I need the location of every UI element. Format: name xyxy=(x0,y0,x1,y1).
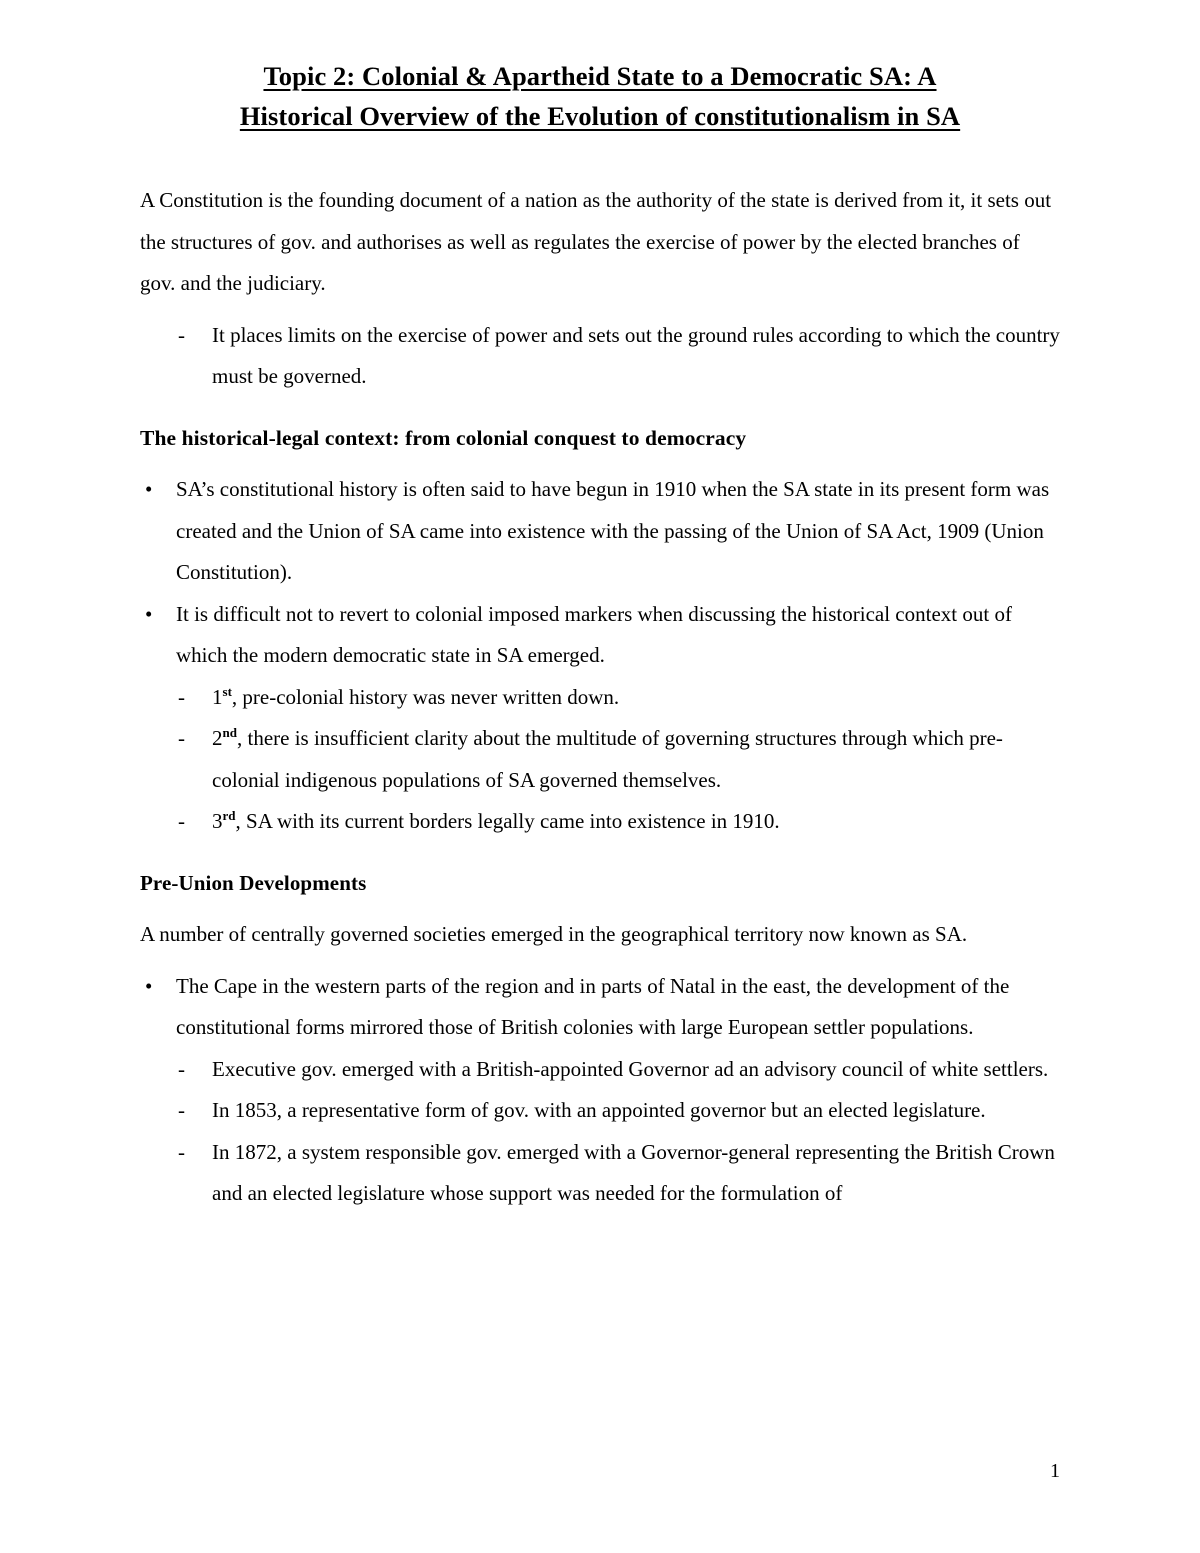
historical-ordinal-list xyxy=(140,677,1060,843)
ordinal-number: 1 xyxy=(212,684,223,709)
section-heading-pre-union: Pre-Union Developments xyxy=(140,870,367,895)
ordinal-suffix: st xyxy=(222,683,232,699)
list-item-text: , there is insufficient clarity about the multitude of governing structures through which pre-colonial indigenous populations of SA governed themselves. xyxy=(212,726,1003,792)
pre-union-bullet-list xyxy=(140,966,1060,1049)
list-item xyxy=(140,801,1060,843)
page-number: 1 xyxy=(1050,1460,1060,1482)
list-item-text: Executive gov. emerged with a British-appointed Governor ad an advisory council of white settlers. xyxy=(212,1056,1049,1081)
page-title-line-2: Historical Overview of the Evolution of constitutionalism in SA xyxy=(239,101,961,131)
spacer-after-historical-heading xyxy=(140,459,1060,469)
dash-marker-icon: - xyxy=(178,809,185,833)
spacer-after-pre-union-paragraph xyxy=(140,956,1060,966)
bullet-marker-icon: • xyxy=(145,973,153,998)
bullet-marker-icon: • xyxy=(145,601,153,626)
dash-marker-icon: - xyxy=(178,726,185,750)
list-item xyxy=(140,469,1060,594)
list-item xyxy=(140,594,1060,677)
list-item xyxy=(140,718,1060,801)
ordinal-suffix: nd xyxy=(222,725,237,740)
list-item xyxy=(140,1090,1060,1132)
dash-marker-icon: - xyxy=(178,684,185,709)
list-item-text: , pre-colonial history was never written down. xyxy=(231,684,620,709)
page-title-line-1: Topic 2: Colonial & Apartheid State to a Democratic SA: A xyxy=(263,61,937,91)
ordinal-suffix: rd xyxy=(222,808,236,823)
list-item xyxy=(140,1049,1060,1091)
title-spacer xyxy=(140,136,1060,180)
spacer-before-pre-union xyxy=(140,843,1060,863)
dash-marker-icon: - xyxy=(178,1139,185,1164)
ordinal-number: 3 xyxy=(212,809,223,833)
list-item xyxy=(140,1132,1060,1215)
pre-union-sub-list xyxy=(140,1049,1060,1215)
list-item xyxy=(140,677,1060,719)
spacer-after-pre-union-heading xyxy=(140,904,1060,914)
list-item-text: , SA with its current borders legally came into existence in 1910. xyxy=(235,809,780,833)
ordinal-number: 2 xyxy=(212,726,223,750)
list-item-text: It is difficult not to revert to colonial imposed markers when discussing the historical context out of which the modern democratic state in SA emerged. xyxy=(176,601,1012,667)
intro-sub-list xyxy=(140,315,1060,398)
pre-union-paragraph: A number of centrally governed societies emerged in the geographical territory now known as SA. xyxy=(140,922,968,946)
page-title xyxy=(140,56,1060,136)
spacer-before-historical xyxy=(140,398,1060,418)
list-item-text: SA’s constitutional history is often said to have begun in 1910 when the SA state in its present form was created and the Union of SA came into existence with the passing of the Union of SA Act, 1909 (Union Constitution). xyxy=(176,477,1050,584)
spacer-intro xyxy=(140,305,1060,315)
dash-marker-icon: - xyxy=(178,1098,185,1122)
list-item-text: It places limits on the exercise of power and sets out the ground rules according to which the country must be governed. xyxy=(212,322,1060,388)
list-item-text: In 1872, a system responsible gov. emerged with a Governor-general representing the British Crown and an elected legislature whose support was needed for the formulation of xyxy=(212,1139,1055,1205)
section-heading-historical: The historical-legal context: from colonial conquest to democracy xyxy=(140,425,747,450)
list-item-text: The Cape in the western parts of the region and in parts of Natal in the east, the development of the constitutional forms mirrored those of British colonies with large European settler populations. xyxy=(176,973,1010,1039)
dash-marker-icon: - xyxy=(178,1056,185,1081)
list-item xyxy=(140,315,1060,398)
historical-bullet-list xyxy=(140,469,1060,677)
bullet-marker-icon: • xyxy=(145,477,153,501)
intro-paragraph: A Constitution is the founding document of a nation as the authority of the state is derived from it, it sets out the structures of gov. and authorises as well as regulates the exercise of power by the elected branches of gov. and the judiciary. xyxy=(140,188,1052,295)
dash-marker-icon: - xyxy=(178,322,185,347)
list-item-text: In 1853, a representative form of gov. with an appointed governor but an elected legislature. xyxy=(212,1098,986,1122)
list-item xyxy=(140,966,1060,1049)
